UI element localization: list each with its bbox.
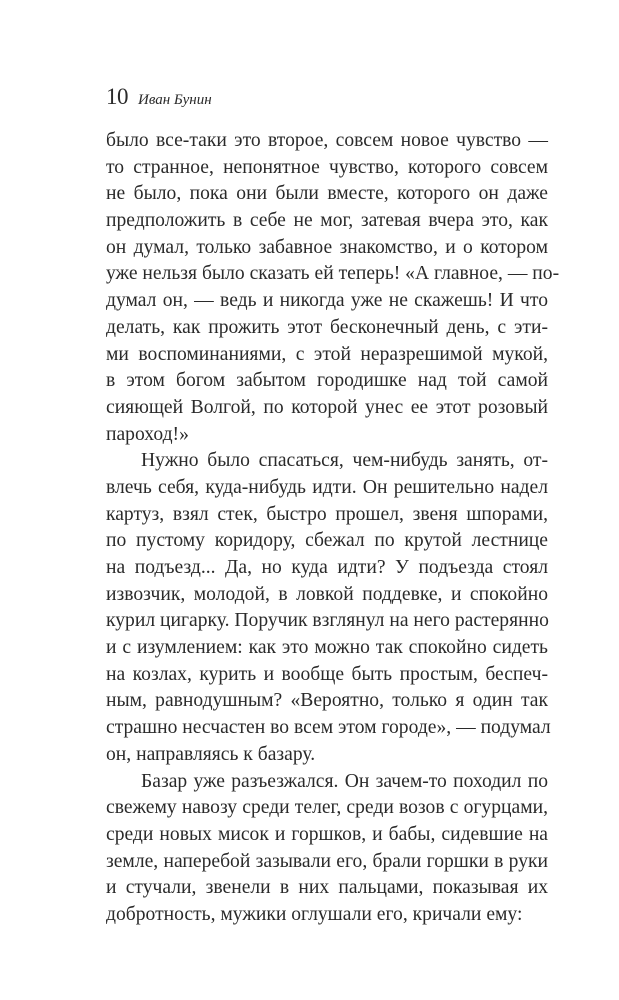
text-line: Нужно было спасаться, чем-нибудь занять, от- [141,450,548,472]
text-line: было все-таки это второе, совсем новое чувство — [106,130,548,151]
paragraph [106,769,548,929]
page-header [106,84,548,114]
text-line: среди новых мисок и горшков, и бабы, сидевшие на [106,823,548,845]
text-line: ным, равнодушным? «Вероятно, только я один так [106,690,548,712]
text-line: уже нельзя было сказать ей теперь! «А главное, — по- [106,263,560,285]
page-body [106,128,560,929]
text-line: и стучали, звенели в них пальцами, показывая их [106,877,548,899]
text-line: курил цигарку. Поручик взглянул на него растерянно [106,610,549,632]
text-line: Базар уже разъезжался. Он зачем-то походил по [141,770,548,792]
text-line: то странное, непонятное чувство, которого совсем [106,156,548,178]
text-line: сияющей Волгой, по которой унес ее этот розовый [106,396,548,418]
paragraph [106,448,551,768]
text-line: свежему навозу среди телег, среди возов с огурцами, [106,797,548,819]
text-line: земле, наперебой зазывали его, брали горшки в руки [106,850,548,872]
text-line: картуз, взял стек, быстро прошел, звеня шпорами, [106,503,548,525]
text-line: на козлах, курить и вообще быть простым, беспеч- [106,663,548,685]
text-line: делать, как прожить этот бесконечный день, с эти- [106,316,548,338]
text-line: в этом богом забытом городишке над той самой [106,370,548,392]
text-line: по пустому коридору, сбежал по крутой лестнице [106,530,548,552]
text-line: ми воспоминаниями, с этой неразрешимой мукой, [106,343,548,365]
paragraph [106,128,560,448]
text-line: пароход!» [106,423,189,445]
text-line: думал он, — ведь и никогда уже не скажешь! И что [106,290,548,312]
text-line: предположить в себе не мог, затевая вчера это, как [106,210,548,232]
text-line: не было, пока они были вместе, которого он даже [106,183,548,205]
text-line: добротность, мужики оглушали его, кричали ему: [106,903,523,925]
text-line: на подъезд... Да, но куда идти? У подъезда стоял [106,557,548,578]
page-number: 10 [106,84,128,109]
text-line: он, направляясь к базару. [106,743,316,765]
text-line: и с изумлением: как это можно так спокойно сидеть [106,637,548,659]
text-line: влечь себя, куда-нибудь идти. Он решительно надел [106,476,548,498]
book-page [106,84,560,929]
text-line: он думал, только забавное знакомство, и о котором [106,236,548,258]
text-line: извозчик, молодой, в ловкой поддевке, и спокойно [106,583,548,605]
running-title: Иван Бунин [138,92,212,108]
text-line: страшно несчастен во всем этом городе», — подумал [106,717,551,739]
